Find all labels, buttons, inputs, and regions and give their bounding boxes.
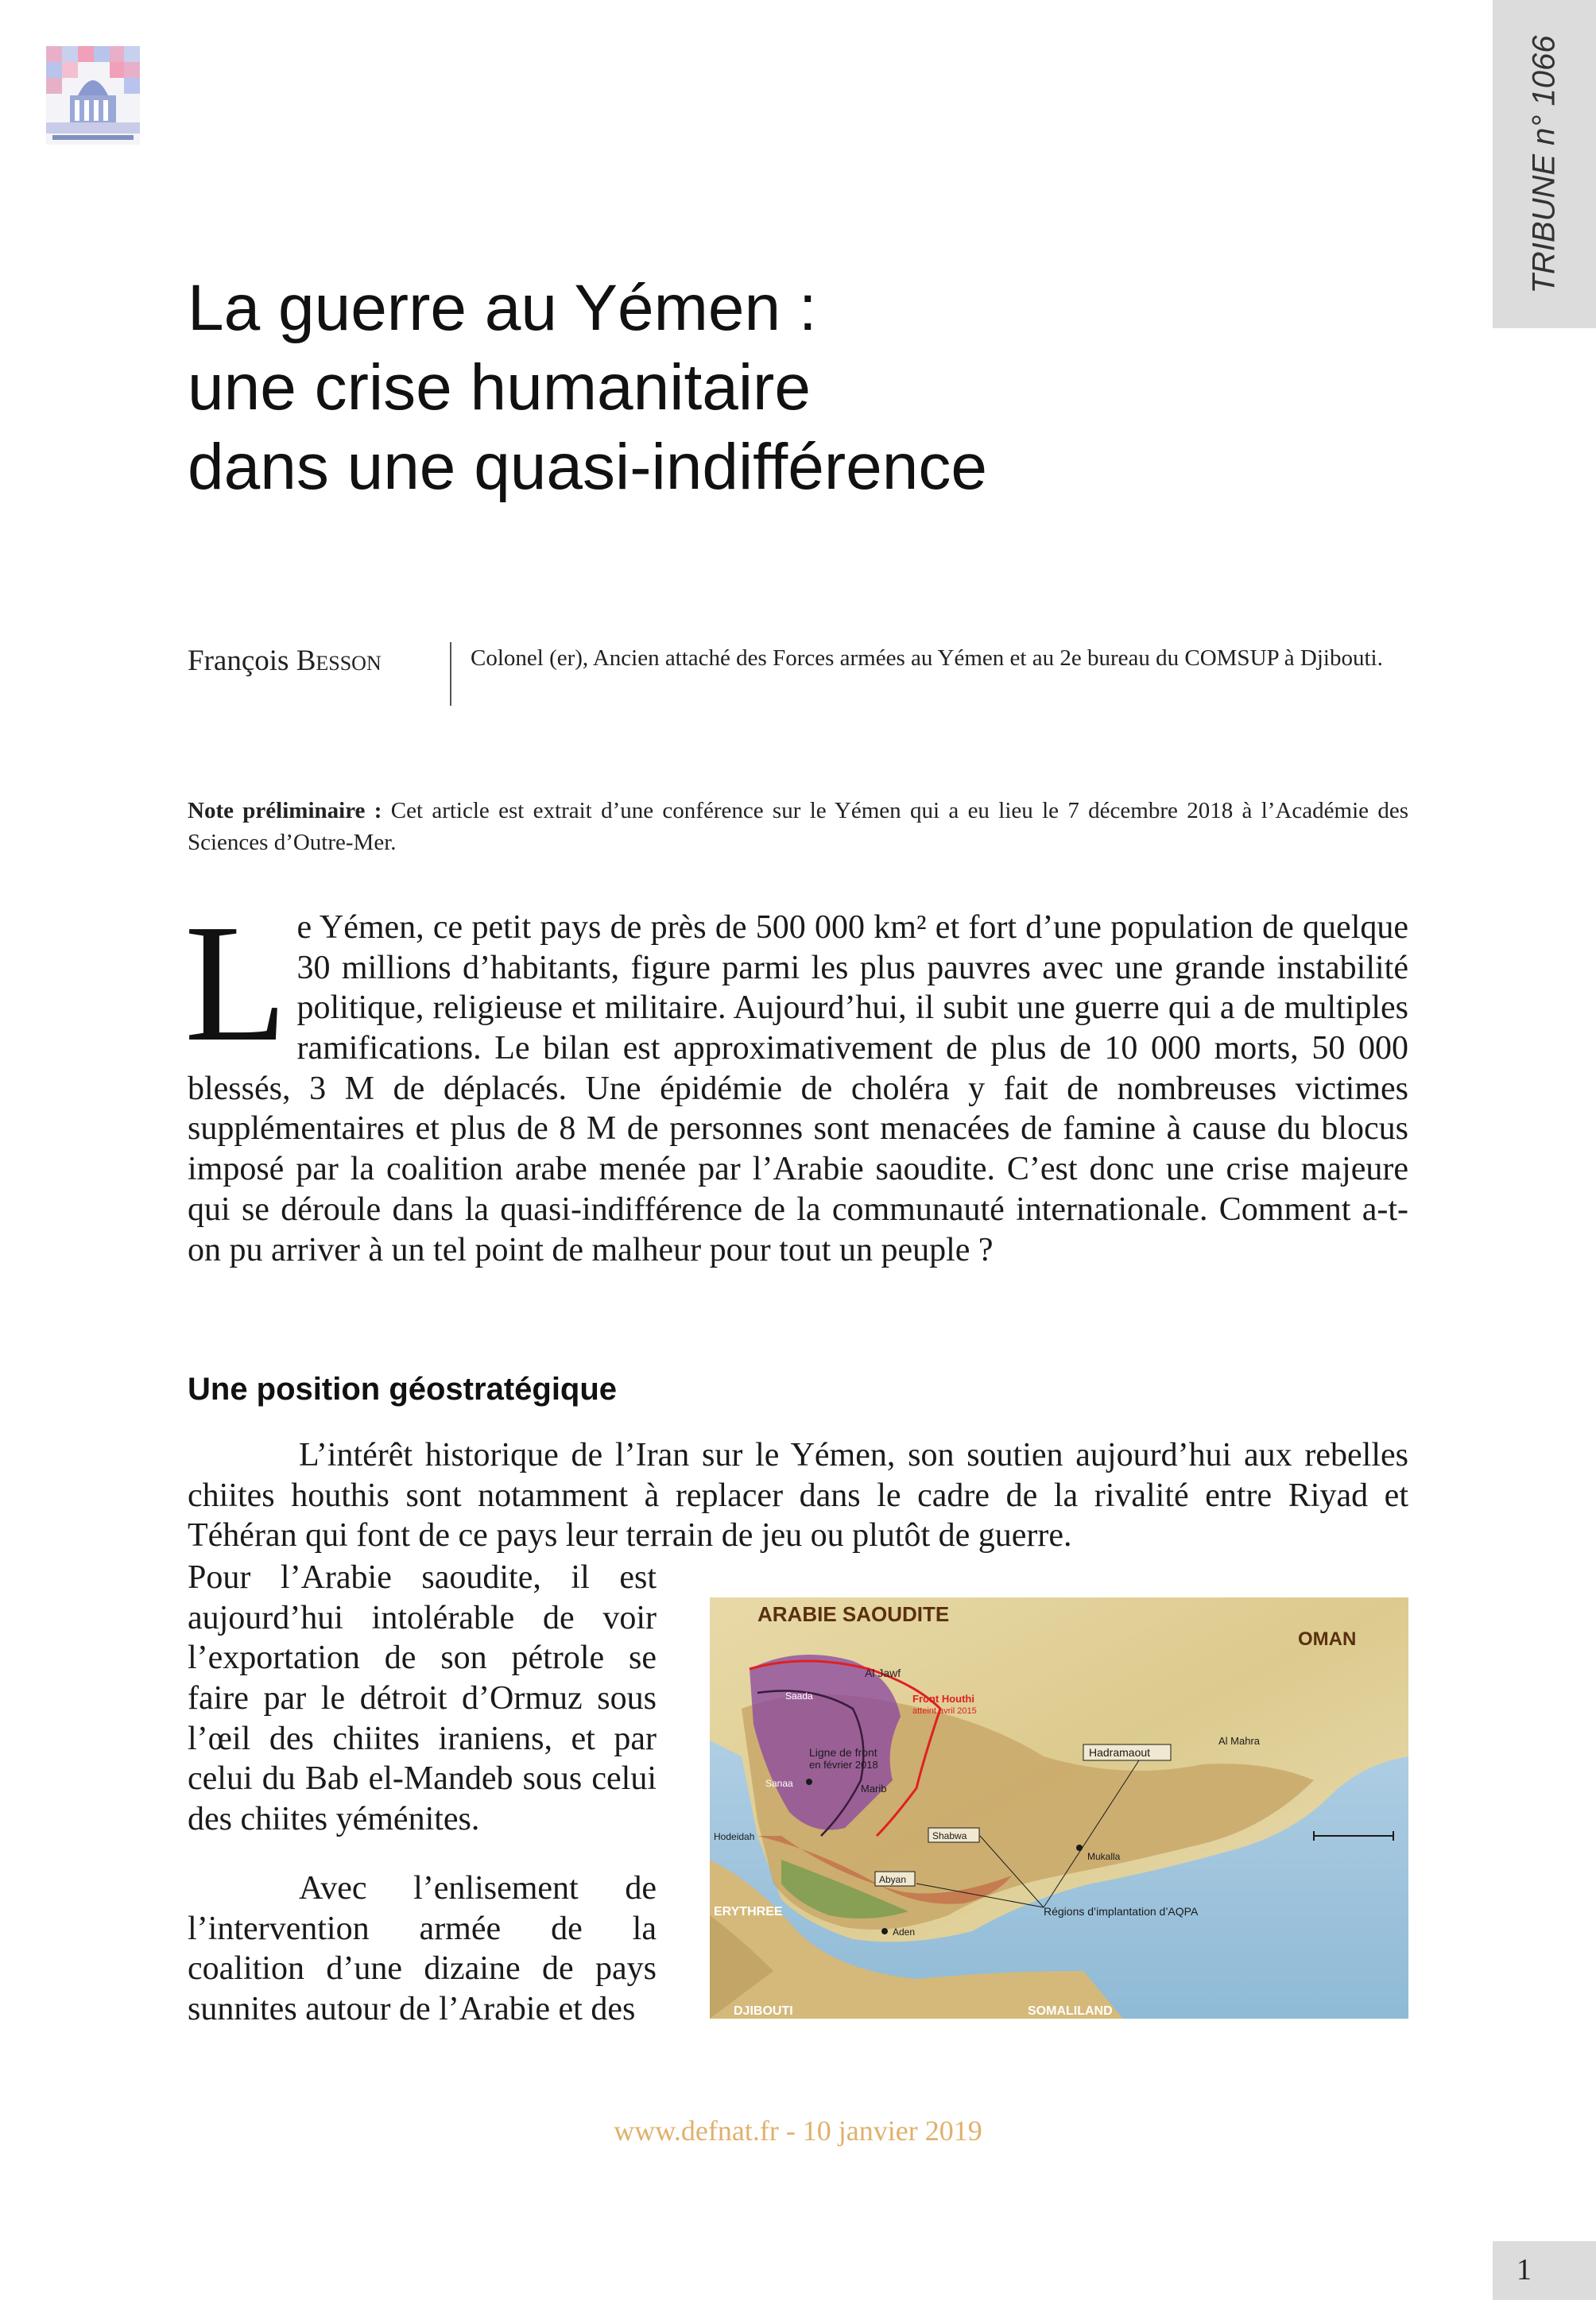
left-column <box>188 1558 657 2030</box>
map-marker-aden <box>881 1928 888 1934</box>
map-label-al-jawf: Al Jawf <box>865 1667 901 1679</box>
section-paragraph-1 <box>188 1435 1408 1556</box>
map-marker-mukalla <box>1076 1845 1083 1851</box>
author-first-name: François <box>188 645 289 677</box>
logo <box>46 46 140 145</box>
map-marker-sanaa <box>806 1779 812 1785</box>
yemen-map-image <box>710 1597 1408 2019</box>
map-label-ligne-front-date: en février 2018 <box>809 1759 878 1771</box>
page-number-tab <box>1493 2241 1596 2300</box>
lead-text: e Yémen, ce petit pays de près de 500 000 km² et fort d’une population de quelque 30 millions d’habitants, figure parmi les plus pauvres avec une grande instabilité politique, religieuse et militaire. Aujourd’hui, il subit une guerre qui a de multiples ramifications. Le bilan est approximativement de plus de 10 000 morts, 50 000 blessés, 3 M de déplacés. Une épidémie de choléra y fait de nombreuses victimes supplémentaires et plus de 8 M de personnes sont menacées de famine à cause du blocus imposé par la coalition arabe menée par l’Arabie saoudite. C’est donc une crise majeure qui se déroule dans la quasi-indifférence de la communauté internationale. Comment a-t-on pu arriver à un tel point de malheur pour tout un peuple ? <box>188 909 1408 1268</box>
page-number: 1 <box>1517 2253 1532 2286</box>
map-label-oman: OMAN <box>1298 1628 1357 1650</box>
author-name <box>188 644 382 678</box>
note-label: Note préliminaire : <box>188 798 382 823</box>
section-paragraph-2: Pour l’Arabie saoudite, il est aujourd’hui intolérable de voir l’exportation de son pétrole se faire par le détroit d’Ormuz sous l’œil des chiites iraniens, et par celui du Bab el-Mandeb sous celui des chiites yéménites. <box>188 1559 657 1838</box>
title-line-2: une crise humanitaire <box>188 351 811 424</box>
tribune-label: TRIBUNE n° 1066 <box>1526 34 1562 294</box>
tribune-tab <box>1493 0 1596 328</box>
author-divider <box>450 642 451 706</box>
map-label-djibouti: DJIBOUTI <box>734 2004 793 2018</box>
map-label-hodeidah: Hodeidah <box>714 1831 755 1842</box>
title-line-3: dans une quasi-indifférence <box>188 431 987 504</box>
author-bio: Colonel (er), Ancien attaché des Forces armées au Yémen et au 2e bureau du COMSUP à Djibouti. <box>471 645 1383 671</box>
map-label-arabie: ARABIE SAOUDITE <box>757 1602 950 1626</box>
section-paragraph-3: Avec l’enlisement de l’intervention armée de la coalition d’une dizaine de pays sunnites autour de l’Arabie et des <box>188 1869 657 2027</box>
map-label-front-houthi: Front Houthi <box>912 1693 974 1705</box>
map-label-somaliland: SOMALILAND <box>1028 2004 1113 2018</box>
article-title <box>188 269 1380 507</box>
map-label-shabwa: Shabwa <box>932 1830 967 1841</box>
map-label-sanaa: Sanaa <box>765 1778 793 1789</box>
map-label-aden: Aden <box>893 1926 916 1938</box>
map-label-mukalla: Mukalla <box>1087 1851 1121 1862</box>
note-text: Cet article est extrait d’une conférence sur le Yémen qui a eu lieu le 7 décembre 2018 à l’Académie des Sciences d’Outre-Mer. <box>188 798 1408 856</box>
map-label-al-mahra: Al Mahra <box>1218 1735 1261 1747</box>
map-label-ligne-front: Ligne de front <box>809 1746 877 1759</box>
title-line-1: La guerre au Yémen : <box>188 272 817 344</box>
map-label-hadramaout: Hadramaout <box>1089 1746 1151 1759</box>
map-label-aqpa: Régions d’implantation d’AQPA <box>1044 1905 1199 1918</box>
author-last-name: Besson <box>296 645 382 677</box>
drop-cap: L <box>184 889 288 1076</box>
map-label-front-houthi-sub: atteint avril 2015 <box>912 1706 977 1716</box>
map-label-erythree: ERYTHREE <box>714 1905 783 1919</box>
section-paragraph-1-text: L’intérêt historique de l’Iran sur le Yémen, son soutien aujourd’hui aux rebelles chiites houthis sont notamment à replacer dans le cadre de la rivalité entre Riyad et Téhéran qui font de ce pays leur terrain de jeu ou plutôt de guerre. <box>188 1437 1408 1555</box>
section-heading: Une position géostratégique <box>188 1372 618 1407</box>
preliminary-note <box>188 795 1408 858</box>
footer-text: www.defnat.fr - 10 janvier 2019 <box>614 2115 982 2147</box>
map-label-saada: Saada <box>785 1690 813 1702</box>
map-label-marib: Marib <box>861 1783 887 1795</box>
logo-image <box>46 46 140 145</box>
map-label-abyan: Abyan <box>879 1874 907 1885</box>
yemen-map <box>710 1597 1408 2019</box>
lead-paragraph <box>184 889 1408 1270</box>
